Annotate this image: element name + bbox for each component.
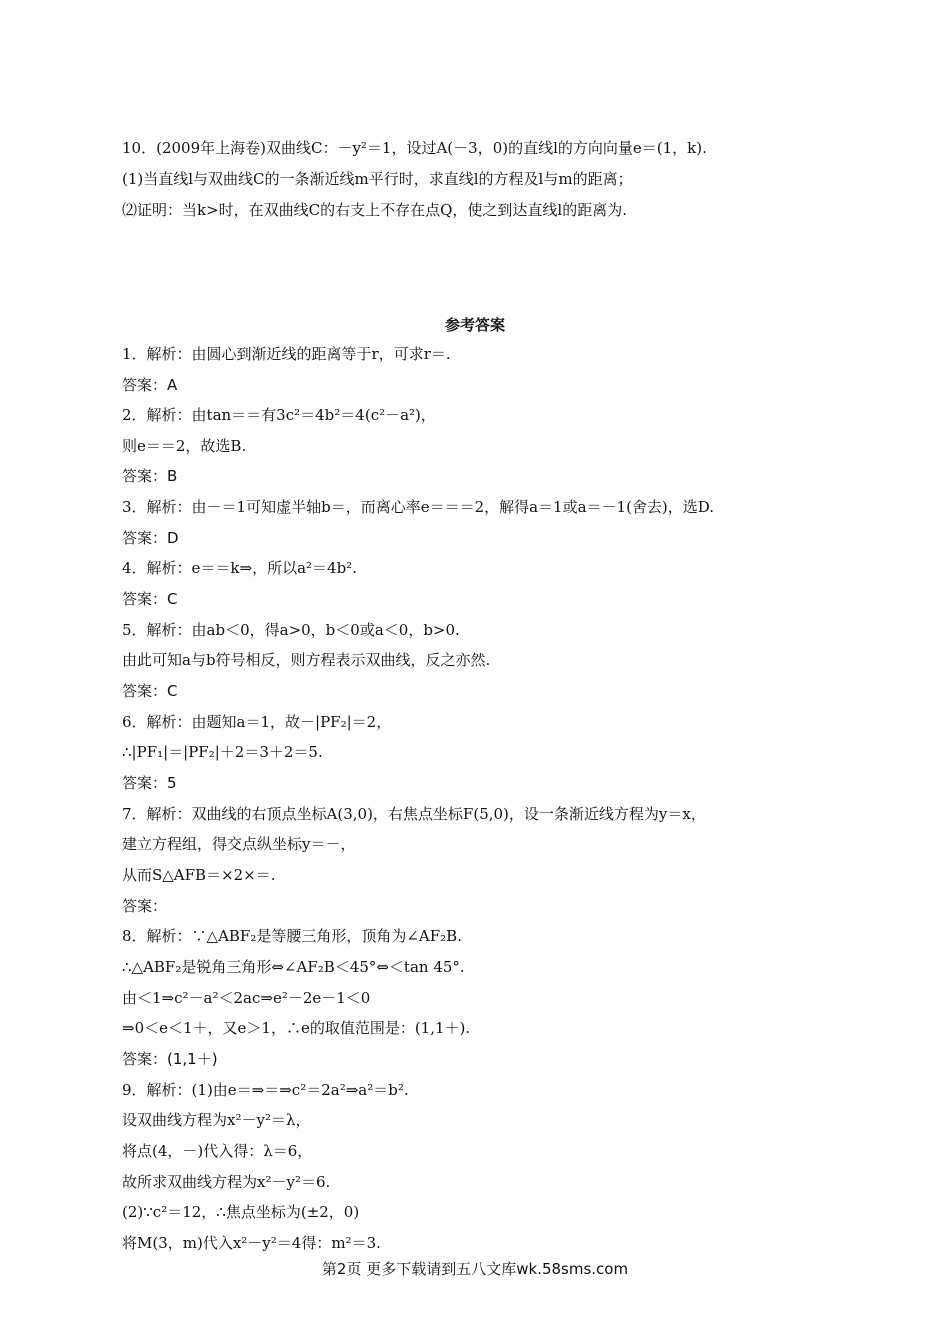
problem-10-line-3: ⑵证明：当k>时，在双曲线C的右支上不存在点Q，使之到达直线l的距离为. [122, 201, 628, 219]
answer-line: 将点(4，－)代入得：λ＝6， [122, 1142, 313, 1160]
answer-line: 2．解析：由tan＝＝有3c²＝4b²＝4(c²－a²)， [122, 406, 436, 424]
answer-line: 8．解析：∵△ABF₂是等腰三角形，顶角为∠AF₂B. [122, 927, 462, 945]
problem-10-line-1: 10．(2009年上海卷)双曲线C：－y²＝1，设过A(－3，0)的直线l的方向向量e＝(1，k). [122, 139, 707, 157]
answer-label: 答案：A [122, 376, 178, 394]
answer-line: 建立方程组，得交点纵坐标y＝－， [122, 835, 356, 853]
answer-line: 7．解析：双曲线的右顶点坐标A(3,0)，右焦点坐标F(5,0)，设一条渐近线方程为y＝x， [122, 805, 706, 823]
answer-label: 答案：(1,1＋) [122, 1050, 218, 1068]
answer-label: 答案：5 [122, 774, 177, 792]
answer-line: 由此可知a与b符号相反，则方程表示双曲线，反之亦然. [122, 651, 491, 669]
answer-line: 3．解析：由－＝1可知虚半轴b＝，而离心率e＝＝＝2，解得a＝1或a＝－1(舍去)，选D. [122, 498, 715, 516]
answer-line: (2)∵c²＝12，∴焦点坐标为(±2，0) [122, 1203, 360, 1221]
answer-line: 5．解析：由ab＜0，得a>0，b＜0或a＜0，b>0. [122, 621, 460, 639]
answer-label: 答案：B [122, 467, 178, 485]
answer-line: 9．解析：(1)由e＝⇒＝⇒c²＝2a²⇒a²＝b². [122, 1081, 409, 1099]
answer-label: 答案：C [122, 682, 178, 700]
page-footer: 第2页 更多下载请到五八文库wk.58sms.com [321, 1260, 629, 1278]
answer-line: 设双曲线方程为x²－y²＝λ， [122, 1111, 311, 1129]
answer-line: ⇒0＜e＜1＋，又e＞1，∴e的取值范围是：(1,1＋). [122, 1019, 471, 1037]
answer-label: 答案： [122, 897, 168, 915]
answer-line: 从而S△AFB＝×2×＝. [122, 866, 276, 884]
answer-line: 则e＝＝2，故选B. [122, 437, 247, 455]
answer-line: 4．解析：e＝＝k⇒，所以a²＝4b². [122, 559, 357, 577]
problem-10-line-2: (1)当直线l与双曲线C的一条渐近线m平行时，求直线l的方程及l与m的距离； [122, 170, 633, 188]
answer-line: 将M(3，m)代入x²－y²＝4得：m²＝3. [122, 1234, 381, 1252]
answer-label: 答案：C [122, 590, 178, 608]
answer-line: 故所求双曲线方程为x²－y²＝6. [122, 1173, 331, 1191]
answer-line: 1．解析：由圆心到渐近线的距离等于r，可求r＝. [122, 345, 451, 363]
answer-line: 由＜1⇒c²－a²＜2ac⇒e²－2e－1＜0 [122, 989, 371, 1007]
answer-line: ∴|PF₁|＝|PF₂|＋2＝3＋2＝5. [122, 743, 323, 761]
answer-label: 答案：D [122, 529, 179, 547]
answers-title: 参考答案 [444, 316, 505, 334]
answer-line: ∴△ABF₂是锐角三角形⇔∠AF₂B＜45°⇔＜tan 45°. [122, 958, 465, 976]
answer-line: 6．解析：由题知a＝1，故－|PF₂|＝2， [122, 713, 392, 731]
